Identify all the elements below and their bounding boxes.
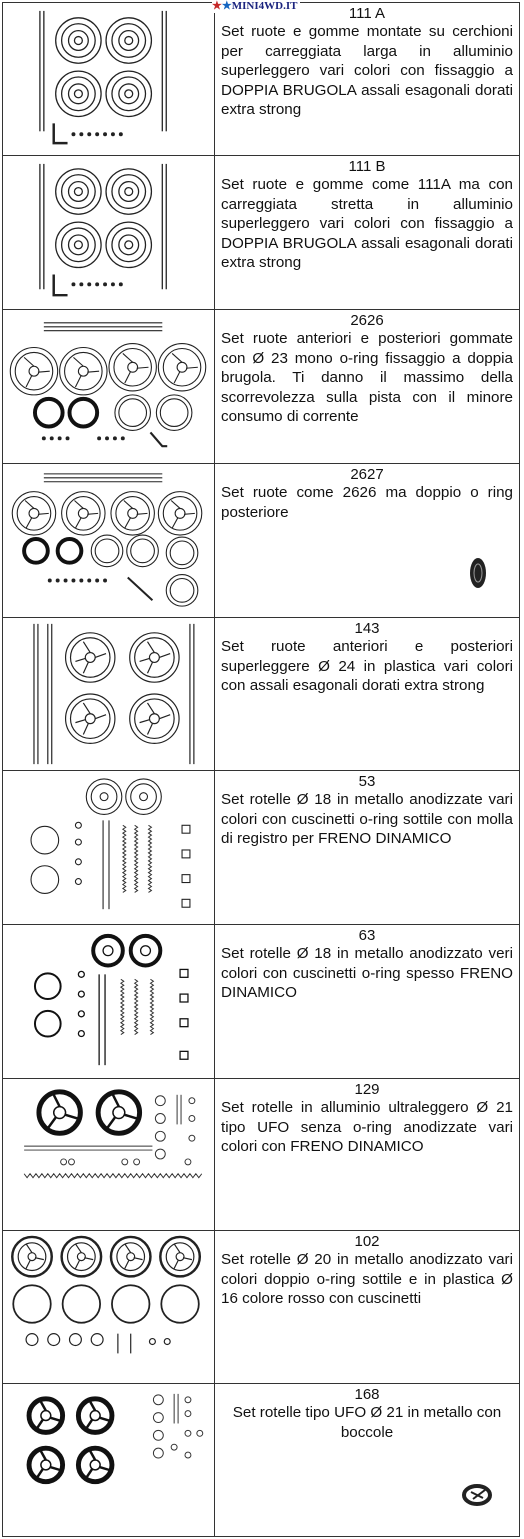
product-info <box>215 618 519 770</box>
product-photo-rollers-168 <box>3 1384 215 1536</box>
product-description: Set ruote anteriori e posteriori gommate con Ø 23 mono o-ring fissaggio a doppia brugola. Ti danno il massimo della scorrevolezza sulla pista con il minore consumo di corrente <box>221 330 513 425</box>
product-description: Set rotelle Ø 18 in metallo anodizzate vari colori con cuscinetti o-ring sottile con molla di registro per FRENO DINAMICO <box>221 791 513 847</box>
product-code: 143 <box>354 620 380 637</box>
catalog-row <box>2 463 520 618</box>
product-photo-rollers-63 <box>3 925 215 1078</box>
roller-set-illustration <box>3 925 214 1078</box>
catalog-row <box>2 1230 520 1384</box>
product-photo-wheels-2627 <box>3 464 215 617</box>
product-info <box>215 771 519 924</box>
product-description: Set rotelle Ø 20 in metallo anodizzato vari colori doppio o-ring sottile e in plastica Ø 16 colore rosso con cuscinetti <box>221 1251 513 1307</box>
product-code: 168 <box>354 1386 380 1403</box>
roller-set-illustration <box>3 1384 214 1536</box>
product-description: Set rotelle tipo UFO Ø 21 in metallo con boccole <box>232 1404 502 1441</box>
product-code: 53 <box>358 773 376 790</box>
catalog-row <box>2 924 520 1079</box>
product-description: Set ruote come 2626 ma doppio o ring posteriore <box>221 484 513 521</box>
catalog-row <box>2 770 520 925</box>
product-photo-wheels-111a <box>3 3 215 155</box>
product-code: 2627 <box>350 466 384 483</box>
site-logo-text: MINI4WD.IT <box>231 0 298 12</box>
roller-set-illustration <box>3 1079 214 1230</box>
product-info <box>215 464 519 617</box>
wheel-set-illustration <box>3 156 214 309</box>
roller-thumbnail-icon <box>461 1482 495 1508</box>
product-code: 2626 <box>350 312 384 329</box>
product-description: Set ruote anteriori e posteriori superleggere Ø 24 in plastica vari colori con assali esagonali dorati extra strong <box>221 638 513 694</box>
catalog-row <box>2 309 520 464</box>
product-code: 111 A <box>348 5 386 22</box>
product-code: 102 <box>354 1233 380 1250</box>
product-info <box>215 310 519 463</box>
product-description: Set ruote e gomme come 111A ma con carreggiata stretta in alluminio superleggero vari colori con fissaggio a DOPPIA BRUGOLA assali esagonali dorati extra strong <box>221 176 513 271</box>
product-photo-rollers-129 <box>3 1079 215 1230</box>
catalog-row <box>2 617 520 771</box>
product-photo-wheels-2626 <box>3 310 215 463</box>
product-info <box>215 3 519 155</box>
product-photo-wheels-111b <box>3 156 215 309</box>
catalog-row <box>2 1383 520 1537</box>
product-photo-rollers-53 <box>3 771 215 924</box>
wheel-set-illustration <box>3 3 214 155</box>
roller-set-illustration <box>3 771 214 924</box>
roller-set-illustration <box>3 1231 214 1383</box>
product-info <box>215 1231 519 1383</box>
product-code: 63 <box>358 927 376 944</box>
catalog-row <box>2 1078 520 1231</box>
wheel-set-illustration <box>3 464 214 617</box>
product-description: Set rotelle in alluminio ultraleggero Ø 21 tipo UFO senza o-ring anodizzate vari colori con FRENO DINAMICO <box>221 1099 513 1155</box>
product-photo-rollers-102 <box>3 1231 215 1383</box>
site-logo: ★★MINI4WD.IT <box>212 0 300 13</box>
product-description: Set ruote e gomme montate su cerchioni per carreggiata larga in alluminio superleggero vari colori con fissaggio a DOPPIA BRUGOLA assali esagonali dorati extra strong <box>221 23 513 118</box>
wheel-thumbnail-icon <box>467 556 489 590</box>
product-info <box>215 156 519 309</box>
product-info <box>215 1384 519 1536</box>
product-photo-wheels-143 <box>3 618 215 770</box>
product-code: 129 <box>354 1081 380 1098</box>
product-description: Set rotelle Ø 18 in metallo anodizzato veri colori con cuscinetti o-ring spesso FRENO DINAMICO <box>221 945 513 1001</box>
product-info <box>215 925 519 1078</box>
catalog-row <box>2 155 520 310</box>
product-code: 111 B <box>348 158 386 175</box>
wheel-set-illustration <box>3 310 214 463</box>
product-info <box>215 1079 519 1230</box>
catalog-row <box>2 2 520 156</box>
wheel-set-illustration <box>3 618 214 770</box>
